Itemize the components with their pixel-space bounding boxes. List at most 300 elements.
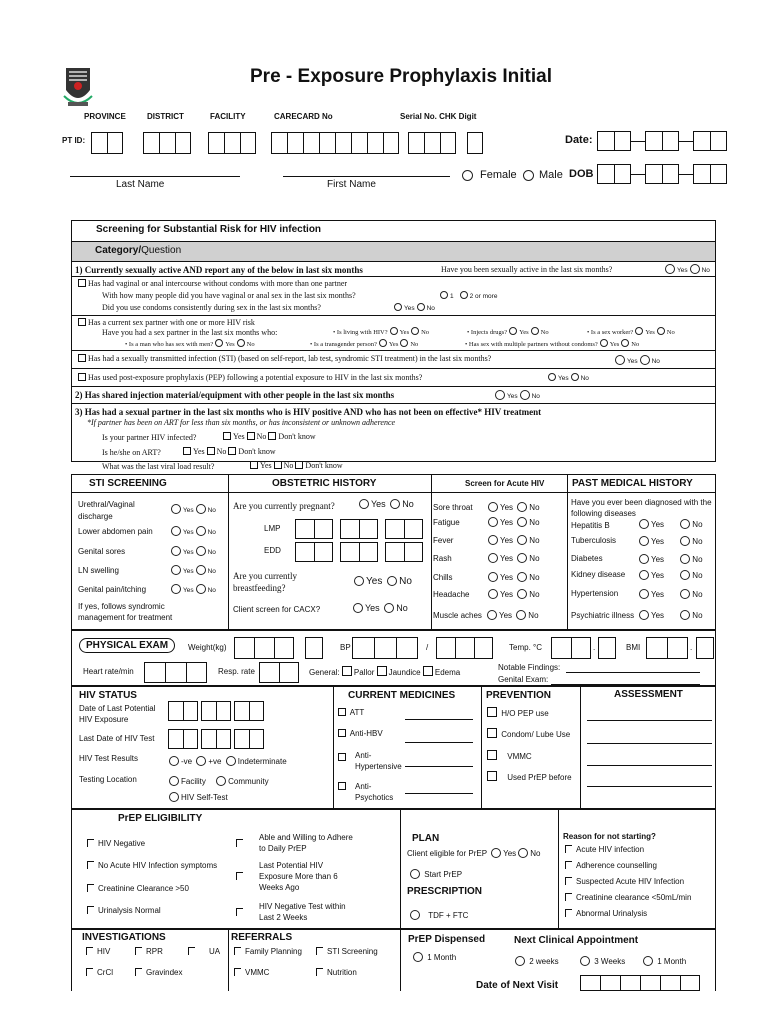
indet-label: Indeterminate bbox=[237, 757, 287, 766]
yes-label: Yes bbox=[651, 555, 665, 564]
first-name-label: First Name bbox=[327, 179, 376, 190]
sti-3-no-radio[interactable] bbox=[196, 546, 206, 556]
date-year-field[interactable] bbox=[693, 131, 727, 151]
self-test-label: HIV Self-Test bbox=[181, 793, 228, 802]
yes-label: Yes bbox=[651, 520, 665, 529]
injects-yes-radio[interactable] bbox=[509, 327, 517, 335]
no-label: No bbox=[216, 447, 227, 456]
appt-3weeks-radio[interactable] bbox=[580, 956, 590, 966]
no-label: No bbox=[283, 461, 294, 470]
pmh-3-no-radio[interactable] bbox=[680, 554, 690, 564]
q2-yes-radio[interactable] bbox=[495, 390, 505, 400]
yes-label: Yes bbox=[404, 305, 415, 312]
female-label: Female bbox=[480, 169, 517, 181]
prevention-title: PREVENTION bbox=[486, 690, 552, 701]
sti-item-2: Lower abdomen pain bbox=[78, 527, 153, 536]
neg-test-2wk-checkbox[interactable] bbox=[236, 908, 243, 916]
last-test-day-field[interactable] bbox=[168, 729, 198, 749]
pmh-5-yes-radio[interactable] bbox=[639, 589, 649, 599]
ref-sti-checkbox[interactable] bbox=[316, 947, 323, 955]
partners-one-radio[interactable] bbox=[440, 291, 448, 299]
q3a-yes-checkbox[interactable] bbox=[223, 432, 231, 440]
sti-5-no-radio[interactable] bbox=[196, 584, 206, 594]
genital-exam-label: Genital Exam: bbox=[498, 675, 549, 684]
yes-label: Yes bbox=[507, 393, 518, 400]
no-label: No bbox=[692, 537, 703, 546]
no-label: No bbox=[692, 590, 703, 599]
weight-decimal-field[interactable] bbox=[305, 637, 323, 659]
q3c-no-checkbox[interactable] bbox=[274, 461, 282, 469]
yes-label: Yes bbox=[183, 568, 194, 575]
no-label: No bbox=[207, 568, 216, 575]
tdf-ftc-radio[interactable] bbox=[410, 910, 420, 920]
q3a-dontknow-checkbox[interactable] bbox=[268, 432, 276, 440]
q1c-yes-radio[interactable] bbox=[615, 355, 625, 365]
genital-exam-field[interactable] bbox=[551, 684, 700, 685]
inv-ua-checkbox[interactable] bbox=[188, 947, 195, 955]
acute-1-yes-radio[interactable] bbox=[488, 502, 498, 512]
sti-title: STI SCREENING bbox=[89, 478, 167, 489]
q3-c-text: What was the last viral load result? bbox=[102, 462, 215, 471]
cacx-yes-radio[interactable] bbox=[353, 603, 363, 613]
q1d-yes-radio[interactable] bbox=[548, 373, 556, 381]
creatinine-checkbox[interactable] bbox=[87, 884, 94, 892]
appt-3weeks-label: 3 Weeks bbox=[594, 957, 626, 966]
pt-id-province-field[interactable] bbox=[91, 132, 123, 154]
pmh-6-no-radio[interactable] bbox=[680, 610, 690, 620]
pregnant-text: Are you currently pregnant? bbox=[233, 501, 335, 511]
assessment-line-4[interactable] bbox=[587, 786, 712, 787]
breastfeeding-no-radio[interactable] bbox=[387, 576, 397, 586]
q2-no-radio[interactable] bbox=[520, 390, 530, 400]
q3b-dontknow-checkbox[interactable] bbox=[228, 447, 236, 455]
yes-label: Yes bbox=[500, 536, 514, 545]
q1c-checkbox[interactable] bbox=[78, 354, 86, 362]
ref-fp-checkbox[interactable] bbox=[234, 947, 241, 955]
q3b-no-checkbox[interactable] bbox=[207, 447, 215, 455]
yes-label: Yes bbox=[651, 537, 665, 546]
eligible-label: Client eligible for PrEP bbox=[407, 849, 487, 858]
facility-label: Facility bbox=[181, 777, 206, 786]
acute-3-no-radio[interactable] bbox=[517, 535, 527, 545]
partners-more-radio[interactable] bbox=[460, 291, 468, 299]
transgender-no-radio[interactable] bbox=[400, 339, 408, 347]
q1d-checkbox[interactable] bbox=[78, 373, 86, 381]
anti-psychotics-label: Anti-Psychotics bbox=[355, 782, 394, 802]
dispensed-title: PrEP Dispensed bbox=[408, 934, 486, 945]
acute-6-yes-radio[interactable] bbox=[488, 589, 498, 599]
result-pos-radio[interactable] bbox=[196, 756, 206, 766]
no-label: No bbox=[651, 358, 660, 365]
inv-crcl-label: CrCl bbox=[97, 968, 113, 977]
edd-month-field[interactable] bbox=[340, 542, 378, 562]
adhere-checkbox[interactable] bbox=[236, 839, 243, 847]
pmh-5-no-radio[interactable] bbox=[680, 589, 690, 599]
appt-1month-label: 1 Month bbox=[657, 957, 687, 966]
no-label: No bbox=[421, 329, 430, 336]
obstetric-title: OBSTETRIC HISTORY bbox=[272, 478, 377, 489]
edema-label: Edema bbox=[434, 668, 461, 677]
injects-no-radio[interactable] bbox=[531, 327, 539, 335]
appt-1month-radio[interactable] bbox=[643, 956, 653, 966]
inv-ua-label: UA bbox=[209, 947, 221, 956]
att-label: ATT bbox=[349, 708, 365, 717]
temp-decimal-field[interactable] bbox=[598, 637, 616, 659]
acute-7-no-radio[interactable] bbox=[516, 610, 526, 620]
q1b-checkbox[interactable] bbox=[78, 318, 86, 326]
no-acute-checkbox[interactable] bbox=[87, 861, 94, 869]
sti-item-3: Genital sores bbox=[78, 547, 126, 556]
pt-id-serial-field[interactable] bbox=[408, 132, 456, 154]
yes-label: Yes bbox=[183, 587, 194, 594]
neg-label: -ve bbox=[181, 757, 193, 766]
anti-hypertensive-checkbox[interactable] bbox=[338, 753, 346, 761]
eligible-yes-radio[interactable] bbox=[491, 848, 501, 858]
yes-label: Yes bbox=[500, 573, 514, 582]
female-radio[interactable] bbox=[462, 170, 473, 181]
q3-note: *If partner has been on ART for less than six months, or has inconsistent or unknown adherence bbox=[87, 418, 396, 427]
assessment-title: ASSESSMENT bbox=[614, 689, 683, 700]
last-exposure-field[interactable] bbox=[168, 701, 198, 721]
ref-nutrition-label: Nutrition bbox=[327, 968, 357, 977]
inv-gravindex-checkbox[interactable] bbox=[135, 968, 142, 976]
acute-item-7: Muscle aches bbox=[433, 611, 482, 620]
assessment-line-1[interactable] bbox=[587, 720, 712, 721]
dob-month-field[interactable] bbox=[645, 164, 679, 184]
q1a-text: Has had vaginal or anal intercourse without condoms with more than one partner bbox=[88, 279, 348, 288]
anti-hbv-label: Anti-HBV bbox=[349, 729, 383, 738]
reason-creatinine-checkbox[interactable] bbox=[565, 893, 572, 901]
anti-psychotics-checkbox[interactable] bbox=[338, 782, 346, 790]
date-field[interactable] bbox=[597, 131, 631, 151]
category-label: Category/ bbox=[95, 245, 142, 256]
pmh-2-no-radio[interactable] bbox=[680, 536, 690, 546]
anti-hypertensive-field[interactable] bbox=[405, 766, 473, 767]
pmh-intro: Have you ever been diagnosed with the following diseases bbox=[571, 498, 712, 518]
location-community-radio[interactable] bbox=[216, 776, 226, 786]
no-label: No bbox=[207, 507, 216, 514]
referrals-title: REFERRALS bbox=[231, 932, 293, 943]
condom-use-checkbox[interactable] bbox=[487, 728, 497, 738]
pmh-4-yes-radio[interactable] bbox=[639, 570, 649, 580]
reason-adherence-checkbox[interactable] bbox=[565, 861, 572, 869]
result-indet-radio[interactable] bbox=[226, 756, 236, 766]
acute-7-yes-radio[interactable] bbox=[487, 610, 497, 620]
no-label: No bbox=[540, 329, 549, 336]
no-label: No bbox=[631, 341, 640, 348]
reason-acute-checkbox[interactable] bbox=[565, 845, 572, 853]
q1a-checkbox[interactable] bbox=[78, 279, 86, 287]
q3b-yes-checkbox[interactable] bbox=[183, 447, 191, 455]
next-visit-date-field[interactable] bbox=[580, 975, 700, 991]
start-prep-label: Start PrEP bbox=[424, 870, 463, 879]
condom-use-label: Condom/ Lube Use bbox=[501, 730, 571, 739]
hiv-status-title: HIV STATUS bbox=[79, 690, 137, 701]
edd-label: EDD bbox=[264, 546, 281, 555]
resp-rate-field[interactable] bbox=[259, 662, 299, 683]
no-label: No bbox=[692, 520, 703, 529]
inv-rpr-checkbox[interactable] bbox=[135, 947, 142, 955]
injects-text: • Injects drugs? bbox=[467, 329, 508, 336]
acute-4-no-radio[interactable] bbox=[517, 553, 527, 563]
creatinine-label: Creatinine Clearance >50 bbox=[98, 884, 189, 893]
ref-nutrition-checkbox[interactable] bbox=[316, 968, 323, 976]
sti-2-no-radio[interactable] bbox=[196, 526, 206, 536]
last-exposure-year-field[interactable] bbox=[234, 701, 264, 721]
lmp-month-field[interactable] bbox=[340, 519, 378, 539]
jaundice-label: Jaundice bbox=[388, 668, 421, 677]
used-prep-checkbox[interactable] bbox=[487, 771, 497, 781]
multiple-no-radio[interactable] bbox=[621, 339, 629, 347]
no-label: No bbox=[426, 305, 435, 312]
edd-day-field[interactable] bbox=[295, 542, 333, 562]
vmmc-checkbox[interactable] bbox=[487, 750, 497, 760]
acute-2-no-radio[interactable] bbox=[517, 517, 527, 527]
q3-a-text: Is your partner HIV infected? bbox=[102, 433, 197, 442]
bp-slash: / bbox=[426, 643, 429, 652]
pt-id-check-field[interactable] bbox=[467, 132, 483, 154]
acute-2-yes-radio[interactable] bbox=[488, 517, 498, 527]
pregnant-yes-radio[interactable] bbox=[359, 499, 369, 509]
exposure-6wk-checkbox[interactable] bbox=[236, 872, 243, 880]
urinalysis-checkbox[interactable] bbox=[87, 906, 94, 914]
ref-sti-label: STI Screening bbox=[327, 947, 378, 956]
ref-vmmc-label: VMMC bbox=[245, 968, 270, 977]
yes-label: Yes bbox=[558, 375, 569, 382]
sex-worker-text: • Is a sex worker? bbox=[587, 329, 634, 336]
pmh-2-yes-radio[interactable] bbox=[639, 536, 649, 546]
eligible-no-radio[interactable] bbox=[518, 848, 528, 858]
pregnant-no-radio[interactable] bbox=[390, 499, 400, 509]
q1-active-yes-radio[interactable] bbox=[665, 264, 675, 274]
q1d-no-radio[interactable] bbox=[571, 373, 579, 381]
first-name-field[interactable] bbox=[283, 176, 450, 177]
result-neg-radio[interactable] bbox=[169, 756, 179, 766]
anti-psychotics-field[interactable] bbox=[405, 793, 473, 794]
label-date: Date: bbox=[565, 134, 593, 146]
location-selftest-radio[interactable] bbox=[169, 792, 179, 802]
testing-location-label: Testing Location bbox=[79, 775, 137, 784]
ref-vmmc-checkbox[interactable] bbox=[234, 968, 241, 976]
bmi-decimal-field[interactable] bbox=[696, 637, 714, 659]
dob-day-field[interactable] bbox=[597, 164, 631, 184]
weight-field[interactable] bbox=[234, 637, 294, 659]
q3c-yes-checkbox[interactable] bbox=[250, 461, 258, 469]
acute-5-yes-radio[interactable] bbox=[488, 572, 498, 582]
pmh-1-yes-radio[interactable] bbox=[639, 519, 649, 529]
yes-label: Yes bbox=[651, 590, 665, 599]
no-label: No bbox=[246, 341, 255, 348]
pallor-label: Pallor bbox=[353, 668, 375, 677]
q3c-dontknow-checkbox[interactable] bbox=[295, 461, 303, 469]
notable-findings-field[interactable] bbox=[566, 672, 700, 673]
inv-crcl-checkbox[interactable] bbox=[86, 968, 93, 976]
q1d-text: Has used post-exposure prophylaxis (PEP) following a potential exposure to HIV in the last six months? bbox=[88, 373, 423, 382]
sti-2-yes-radio[interactable] bbox=[171, 526, 181, 536]
date-month-field[interactable] bbox=[645, 131, 679, 151]
reason-acute-label: Acute HIV infection bbox=[576, 845, 645, 854]
acute-item-6: Headache bbox=[433, 590, 470, 599]
no-label: No bbox=[692, 571, 703, 580]
cacx-no-radio[interactable] bbox=[384, 603, 394, 613]
pt-id-carecard-field[interactable] bbox=[271, 132, 399, 154]
sti-4-no-radio[interactable] bbox=[196, 565, 206, 575]
yes-label: Yes bbox=[183, 529, 194, 536]
acute-6-no-radio[interactable] bbox=[517, 589, 527, 599]
location-facility-radio[interactable] bbox=[169, 776, 179, 786]
sex-worker-yes-radio[interactable] bbox=[635, 327, 643, 335]
pmh-item-4: Kidney disease bbox=[571, 570, 626, 579]
q2-text: 2) Has shared injection material/equipment with other people in the last six months bbox=[75, 390, 395, 400]
yes-label: Yes bbox=[519, 329, 529, 336]
yes-label: Yes bbox=[225, 341, 235, 348]
inv-hiv-checkbox[interactable] bbox=[86, 947, 93, 955]
q1b-1-text: Have you had a sex partner in the last six months who: bbox=[102, 328, 278, 337]
resp-rate-label: Resp. rate bbox=[218, 667, 255, 676]
breastfeeding-yes-radio[interactable] bbox=[354, 576, 364, 586]
pmh-4-no-radio[interactable] bbox=[680, 570, 690, 580]
yes-label: Yes bbox=[233, 432, 245, 441]
no-label: No bbox=[529, 590, 540, 599]
last-test-year-field[interactable] bbox=[234, 729, 264, 749]
pmh-6-yes-radio[interactable] bbox=[639, 610, 649, 620]
last-exposure-label: Date of Last Potential HIV Exposure bbox=[79, 704, 156, 724]
msm-no-radio[interactable] bbox=[237, 339, 245, 347]
question-label: Question bbox=[141, 245, 182, 256]
breastfeeding-text: Are you currently breastfeeding? bbox=[233, 571, 297, 593]
last-test-month-field[interactable] bbox=[201, 729, 231, 749]
bp-diastolic-field[interactable] bbox=[436, 637, 493, 659]
dob-year-field[interactable] bbox=[693, 164, 727, 184]
msm-text: • Is a man who has sex with men? bbox=[125, 341, 214, 348]
anti-hbv-checkbox[interactable] bbox=[338, 729, 346, 737]
pmh-1-no-radio[interactable] bbox=[680, 519, 690, 529]
no-label: No bbox=[666, 329, 675, 336]
q1-active-text: Have you been sexually active in the last six months? bbox=[441, 265, 613, 274]
bp-systolic-field[interactable] bbox=[352, 637, 418, 659]
yes-label: Yes bbox=[627, 358, 638, 365]
yes-label: Yes bbox=[193, 447, 205, 456]
last-name-field[interactable] bbox=[70, 176, 240, 177]
living-hiv-yes-radio[interactable] bbox=[390, 327, 398, 335]
assessment-line-2[interactable] bbox=[587, 743, 712, 744]
next-appt-title: Next Clinical Appointment bbox=[514, 935, 639, 946]
msm-yes-radio[interactable] bbox=[215, 339, 223, 347]
no-label: No bbox=[701, 267, 710, 274]
assessment-line-3[interactable] bbox=[587, 765, 712, 766]
lmp-label: LMP bbox=[264, 524, 281, 533]
screening-title: Screening for Substantial Risk for HIV infection bbox=[96, 224, 322, 235]
pt-id-district-field[interactable] bbox=[143, 132, 191, 154]
no-label: No bbox=[692, 555, 703, 564]
pmh-item-6: Psychiatric illness bbox=[571, 611, 635, 620]
sti-5-yes-radio[interactable] bbox=[171, 584, 181, 594]
q1c-no-radio[interactable] bbox=[640, 355, 650, 365]
anti-hbv-field[interactable] bbox=[405, 742, 473, 743]
yes-label: Yes bbox=[500, 554, 514, 563]
q1-text: 1) Currently sexually active AND report any of the below in last six months bbox=[75, 265, 363, 275]
lmp-year-field[interactable] bbox=[385, 519, 423, 539]
sti-1-yes-radio[interactable] bbox=[171, 504, 181, 514]
acute-4-yes-radio[interactable] bbox=[488, 553, 498, 563]
heart-rate-field[interactable] bbox=[144, 662, 207, 683]
acute-item-2: Fatigue bbox=[433, 518, 460, 527]
sti-4-yes-radio[interactable] bbox=[171, 565, 181, 575]
acute-5-no-radio[interactable] bbox=[517, 572, 527, 582]
no-label: No bbox=[207, 587, 216, 594]
yes-label: Yes bbox=[645, 329, 655, 336]
lmp-day-field[interactable] bbox=[295, 519, 333, 539]
medicines-title: CURRENT MEDICINES bbox=[348, 690, 456, 701]
temp-field[interactable] bbox=[551, 637, 591, 659]
condom-yes-radio[interactable] bbox=[394, 303, 402, 311]
acute-1-no-radio[interactable] bbox=[517, 502, 527, 512]
hiv-negative-checkbox[interactable] bbox=[87, 839, 94, 847]
reason-suspected-checkbox[interactable] bbox=[565, 877, 572, 885]
exposure-6wk-label: Last Potential HIV Exposure More than 6 Weeks Ago bbox=[259, 861, 338, 892]
multiple-yes-radio[interactable] bbox=[600, 339, 608, 347]
sti-1-no-radio[interactable] bbox=[196, 504, 206, 514]
no-label: No bbox=[530, 849, 541, 858]
sti-3-yes-radio[interactable] bbox=[171, 546, 181, 556]
jaundice-checkbox[interactable] bbox=[377, 666, 387, 676]
cacx-text: Client screen for CACX? bbox=[233, 605, 321, 614]
yes-label: Yes bbox=[503, 849, 517, 858]
acute-item-3: Fever bbox=[433, 536, 454, 545]
reason-urinalysis-checkbox[interactable] bbox=[565, 909, 572, 917]
used-prep-label: Used PrEP before bbox=[507, 773, 572, 782]
reason-creatinine-label: Creatinine clearance <50mL/min bbox=[576, 893, 692, 902]
dispensed-1month-radio[interactable] bbox=[413, 952, 423, 962]
label-carecard: CARECARD No bbox=[274, 112, 333, 121]
last-exposure-month-field[interactable] bbox=[201, 701, 231, 721]
appt-2weeks-radio[interactable] bbox=[515, 956, 525, 966]
q3a-no-checkbox[interactable] bbox=[247, 432, 255, 440]
start-prep-radio[interactable] bbox=[410, 869, 420, 879]
att-field[interactable] bbox=[405, 719, 473, 720]
edema-checkbox[interactable] bbox=[423, 666, 433, 676]
pmh-item-3: Diabetes bbox=[571, 554, 603, 563]
no-label: No bbox=[207, 549, 216, 556]
male-radio[interactable] bbox=[523, 170, 534, 181]
no-label: No bbox=[529, 503, 540, 512]
att-checkbox[interactable] bbox=[338, 708, 346, 716]
yes-label: Yes bbox=[371, 499, 386, 509]
partners-more-label: 2 or more bbox=[469, 293, 498, 300]
inv-gravindex-label: Gravindex bbox=[146, 968, 183, 977]
q1a-2-text: Did you use condoms consistently during sex in the last six months? bbox=[102, 303, 321, 312]
sex-worker-no-radio[interactable] bbox=[657, 327, 665, 335]
yes-label: Yes bbox=[500, 518, 514, 527]
edd-year-field[interactable] bbox=[385, 542, 423, 562]
bmi-field[interactable] bbox=[646, 637, 688, 659]
bp-label: BP bbox=[340, 643, 351, 652]
temp-label: Temp. °C bbox=[509, 643, 542, 652]
yes-label: Yes bbox=[500, 503, 514, 512]
coat-of-arms-logo bbox=[62, 66, 94, 110]
living-hiv-no-radio[interactable] bbox=[411, 327, 419, 335]
transgender-yes-radio[interactable] bbox=[379, 339, 387, 347]
q1c-text: Has had a sexually transmitted infection (STI) (based on self-report, lab test, syndromic STI treatment) in the last six months? bbox=[88, 354, 492, 363]
pt-id-facility-field[interactable] bbox=[208, 132, 256, 154]
pmh-3-yes-radio[interactable] bbox=[639, 554, 649, 564]
condom-no-radio[interactable] bbox=[417, 303, 425, 311]
acute-3-yes-radio[interactable] bbox=[488, 535, 498, 545]
pep-use-checkbox[interactable] bbox=[487, 707, 497, 717]
q1-active-no-radio[interactable] bbox=[690, 264, 700, 274]
pallor-checkbox[interactable] bbox=[342, 666, 352, 676]
dont-know-label: Don't know bbox=[278, 432, 316, 441]
